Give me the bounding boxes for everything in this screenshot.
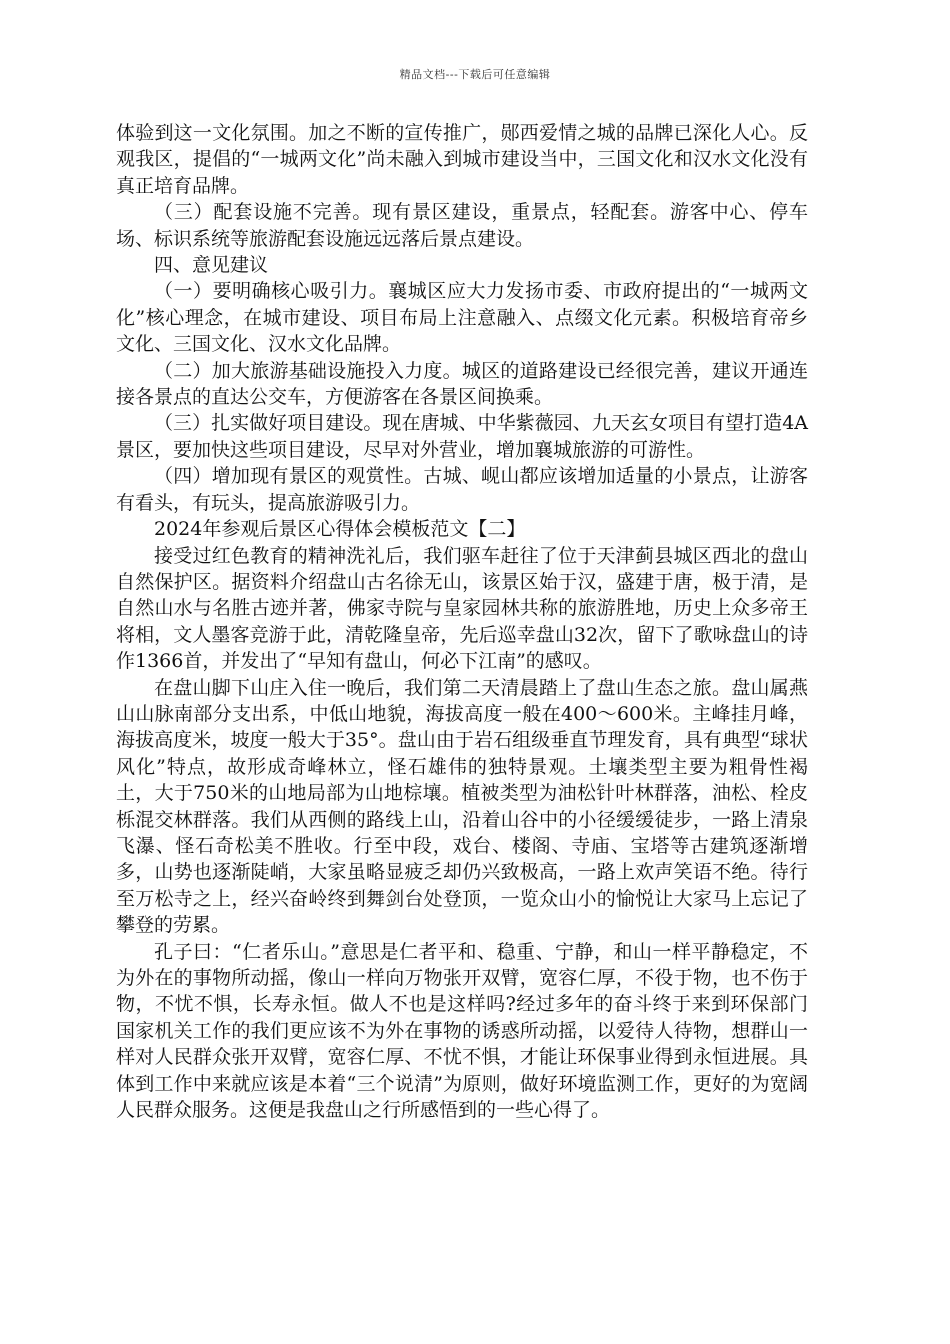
paragraph: （四）增加现有景区的观赏性。古城、岘山都应该增加适量的小景点，让游客有看头，有玩头，提高旅游吸引力。: [116, 465, 808, 514]
paragraph: 接受过红色教育的精神洗礼后，我们驱车赶往了位于天津蓟县城区西北的盘山自然保护区。据资料介绍盘山古名徐无山，该景区始于汉，盛建于唐，极于清，是自然山水与名胜古迹并著，佛家寺院与皇家园林共称的旅游胜地，历史上众多帝王将相，文人墨客竞游于此，清乾隆皇帝，先后巡幸盘山32次，留下了歌咏盘山的诗作1366首，并发出了“早知有盘山，何必下江南”的感叹。: [116, 544, 808, 673]
paragraph: 孔子曰：“仁者乐山。”意思是仁者平和、稳重、宁静，和山一样平静稳定，不为外在的事物所动摇，像山一样向万物张开双臂，宽容仁厚，不役于物，也不伤于物，不忧不惧，长寿永恒。做人不也是这样吗?经过多年的奋斗终于来到环保部门国家机关工作的我们更应该不为外在事物的诱惑所动摇，以爱待人待物，想群山一样对人民群众张开双臂，宽容仁厚、不忧不惧，才能让环保事业得到永恒进展。具体到工作中来就应该是本着“三个说清”为原则，做好环境监测工作，更好的为宽阔人民群众服务。这便是我盘山之行所感悟到的一些心得了。: [116, 940, 808, 1122]
section-heading: 四、意见建议: [154, 254, 269, 277]
paragraph: （二）加大旅游基础设施投入力度。城区的道路建设已经很完善，建议开通连接各景点的直达公交车，方便游客在各景区间换乘。: [116, 359, 808, 409]
article-title: 2024年参观后景区心得体会模板范文【二】: [154, 518, 526, 541]
page-header: 精品文档---下载后可任意编辑: [399, 68, 551, 81]
paragraph: 体验到这一文化氛围。加之不断的宣传推广，郧西爱情之城的品牌已深化人心。反观我区，提倡的“一城两文化”尚未融入到城市建设当中，三国文化和汉水文化没有真正培育品牌。: [116, 122, 808, 197]
paragraph: （一）要明确核心吸引力。襄城区应大力发扬市委、市政府提出的“一城两文化”核心理念，在城市建设、项目布局上注意融入、点缀文化元素。积极培育帝乡文化、三国文化、汉水文化品牌。: [116, 280, 808, 356]
document-body: [116, 120, 808, 1123]
paragraph: （三）配套设施不完善。现有景区建设，重景点，轻配套。游客中心、停车场、标识系统等旅游配套设施远远落后景点建设。: [116, 201, 808, 250]
paragraph: 在盘山脚下山庄入住一晚后，我们第二天清晨踏上了盘山生态之旅。盘山属燕山山脉南部分支出系，中低山地貌，海拔高度一般在400～600米。主峰挂月峰，海拔高度米，坡度一般大于35°。盘山由于岩石组级垂直节理发育，具有典型“球状风化”特点，故形成奇峰林立，怪石雄伟的独特景观。土壤类型主要为粗骨性褐土，大于750米的山地局部为山地棕壤。植被类型为油松针叶林群落，油松、栓皮栎混交林群落。我们从西侧的路线上山，沿着山谷中的小径缓缓徒步，一路上清泉飞瀑、怪石奇松美不胜收。行至中段，戏台、楼阁、寺庙、宝塔等古建筑逐渐增多，山势也逐渐陡峭，大家虽略显疲乏却仍兴致极高，一路上欢声笑语不绝。待行至万松寺之上，经兴奋岭终到舞剑台处登顶，一览众山小的愉悦让大家马上忘记了攀登的劳累。: [116, 676, 808, 937]
paragraph: （三）扎实做好项目建设。现在唐城、中华紫薇园、九天玄女项目有望打造4A景区，要加快这些项目建设，尽早对外营业，增加襄城旅游的可游性。: [116, 412, 808, 461]
